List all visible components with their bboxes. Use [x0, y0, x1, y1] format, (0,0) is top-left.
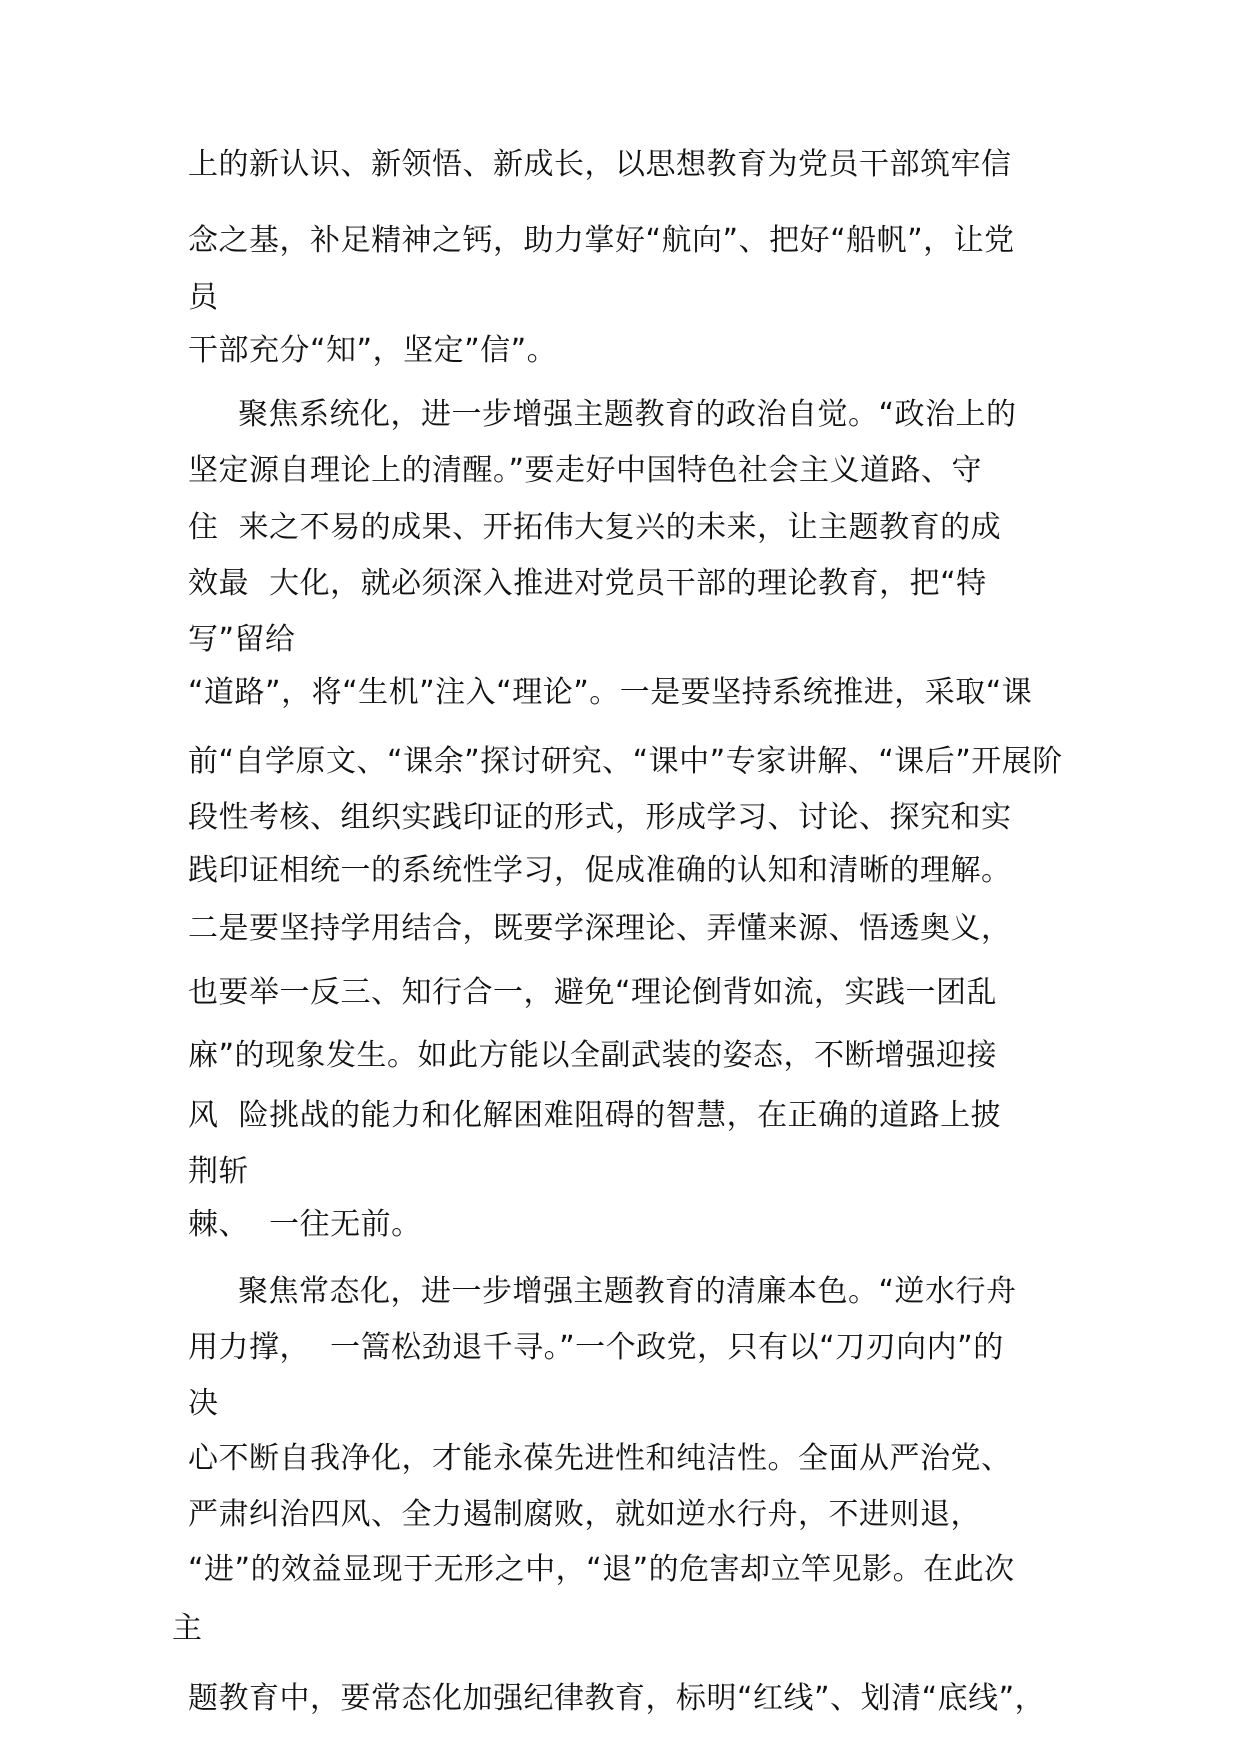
text-line: 段性考核、组织实践印证的形式，形成学习、讨论、探究和实 — [188, 800, 1012, 835]
text-line: 麻”的现象发生。如此方能以全副武装的姿态，不断增强迎接 — [188, 1038, 998, 1073]
text-line: 聚焦常态化，进一步增强主题教育的清廉本色。“逆水行舟 — [238, 1274, 1017, 1309]
text-line: “进”的效益显现于无形之中，“退”的危害却立竿见影。在此次 — [188, 1552, 1015, 1587]
text-line: 荆斩 — [188, 1154, 249, 1189]
text-line: 棘、 一往无前。 — [188, 1207, 422, 1242]
text-line: 员 — [188, 280, 219, 315]
text-line: 二是要坚持学用结合，既要学深理论、弄懂来源、悟透奥义， — [188, 911, 1012, 946]
text-line: 写”留给 — [188, 622, 296, 657]
text-line: 决 — [188, 1386, 219, 1421]
text-line: 念之基，补足精神之钙，助力掌好“航向”、把好“船帆”，让党 — [188, 223, 1015, 258]
text-line: 聚焦系统化，进一步增强主题教育的政治自觉。“政治上的 — [238, 397, 1017, 432]
text-line: 践印证相统一的系统性学习，促成准确的认知和清晰的理解。 — [188, 853, 1012, 888]
text-line: “道路”，将“生机”注入“理论”。一是要坚持系统推进，采取“课 — [188, 675, 1033, 710]
text-line: 主 — [172, 1611, 203, 1646]
text-line: 前“自学原文、“课余”探讨研究、“课中”专家讲解、“课后”开展阶 — [188, 744, 1063, 779]
text-line: 效最 大化，就必须深入推进对党员干部的理论教育，把“特 — [188, 566, 987, 601]
text-line: 心不断自我净化，才能永葆先进性和纯洁性。全面从严治党、 — [188, 1441, 1012, 1476]
text-line: 严肃纠治四风、全力遏制腐败，就如逆水行舟，不进则退， — [188, 1497, 981, 1532]
text-line: 风 险挑战的能力和化解困难阻碍的智慧，在正确的道路上披 — [188, 1098, 1002, 1133]
text-line: 住 来之不易的成果、开拓伟大复兴的未来，让主题教育的成 — [188, 510, 1002, 545]
text-line: 也要举一反三、知行合一，避免“理论倒背如流，实践一团乱 — [188, 975, 998, 1010]
text-line: 用力撑， 一篙松劲退千寻。”一个政党，只有以“刀刃向内”的 — [188, 1330, 1004, 1365]
text-line: 坚定源自理论上的清醒。”要走好中国特色社会主义道路、守 — [188, 453, 983, 488]
text-line: 上的新认识、新领悟、新成长，以思想教育为党员干部筑牢信 — [188, 147, 1012, 182]
text-line: 干部充分“知”，坚定”信”。 — [188, 333, 558, 368]
text-line: 题教育中，要常态化加强纪律教育，标明“红线”、划清“底线”， — [188, 1681, 1046, 1716]
